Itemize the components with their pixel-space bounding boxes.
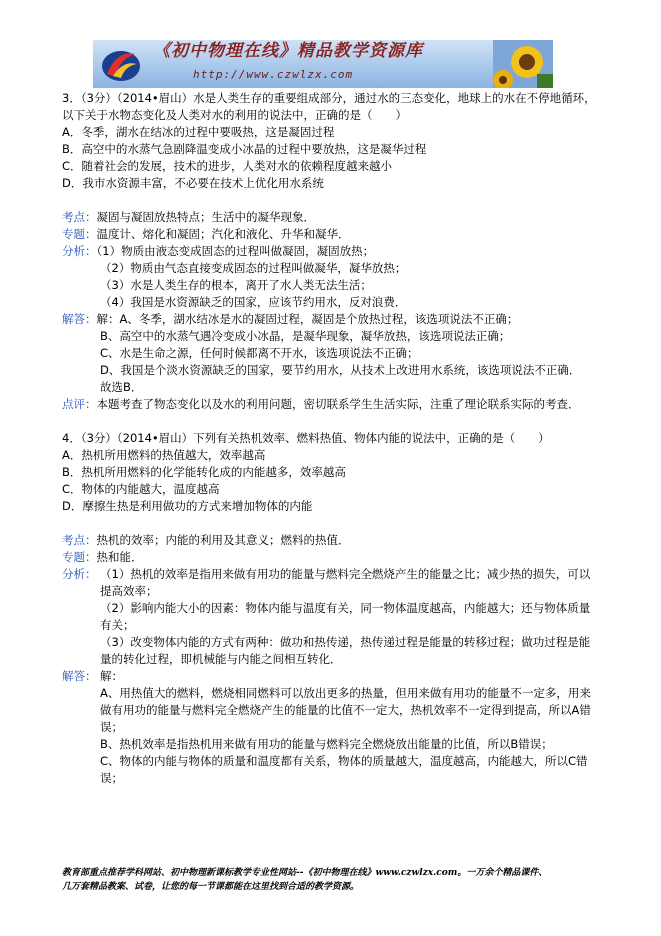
fenxi-label: 分析： (62, 567, 97, 581)
jieda-line: B、高空中的水蒸气遇冷变成小冰晶，是凝华现象，凝华放热，该选项说法正确； (100, 329, 511, 343)
zhuanti-row (62, 226, 597, 243)
sunflower-icon (493, 40, 553, 88)
page-footer (62, 866, 602, 894)
jieda-line: B、热机效率是指热机用来做有用功的能量与燃料完全燃烧放出能量的比值，所以B错误； (100, 737, 553, 751)
footer-line: 几万套精品教案、试卷，让您的每一节课都能在这里找到合适的教学资源。 (62, 882, 360, 892)
kaodian-text: 凝固与凝固放热特点；生活中的凝华现象． (96, 210, 315, 224)
jieda-row (62, 311, 597, 328)
fenxi-label: 分析： (62, 244, 97, 258)
kaodian-row (62, 532, 597, 549)
zhuanti-row (62, 549, 597, 566)
kaodian-label: 考点： (62, 533, 97, 547)
question-stem-cont: 以下关于水物态变化及人类对水的利用的说法中，正确的是（ ） (62, 108, 407, 122)
dianping-text: 本题考查了物态变化以及水的利用问题，密切联系学生生活实际，注重了理论联系实际的考查． (96, 397, 580, 411)
jieda-line: D、我国是个淡水资源缺乏的国家，要节约用水，从技术上改进用水系统，该选项说法不正确． (100, 363, 581, 377)
question-3 (62, 90, 597, 413)
fenxi-row (62, 243, 597, 260)
fenxi-block (62, 566, 597, 668)
jieda-label: 解答： (62, 312, 97, 326)
zhuanti-label: 专题： (62, 550, 97, 564)
document-body (62, 90, 597, 787)
jieda-label: 解答： (62, 669, 97, 683)
option-a: A．冬季，湖水在结冰的过程中要吸热，这是凝固过程 (62, 125, 335, 139)
fenxi-lines (100, 566, 597, 668)
fenxi-line: （1）热机的效率是指用来做有用功的能量与燃料完全燃烧产生的能量之比；减少热的损失，可以提高效率； (100, 567, 591, 598)
site-logo-icon (99, 44, 143, 84)
jieda-line: 解：A、冬季，湖水结冰是水的凝固过程，凝固是个放热过程，该选项说法不正确； (96, 312, 519, 326)
option-b: B．热机所用燃料的化学能转化成的内能越多，效率越高 (62, 465, 346, 479)
question-stem: 4．（3分）（2014•眉山）下列有关热机效率、燃料热值、物体内能的说法中，正确的是（ ） (62, 431, 550, 445)
kaodian-label: 考点： (62, 210, 97, 224)
jieda-lines (100, 668, 597, 787)
dianping-row (62, 396, 597, 413)
kaodian-text: 热机的效率；内能的利用及其意义；燃料的热值． (96, 533, 350, 547)
fenxi-line: （2）物质由气态直接变成固态的过程叫做凝华，凝华放热； (100, 261, 407, 275)
option-a: A．热机所用燃料的热值越大，效率越高 (62, 448, 266, 462)
option-d: D．摩擦生热是利用做功的方式来增加物体的内能 (62, 499, 313, 513)
jieda-block (62, 668, 597, 787)
fenxi-line: （1）物质由液态变成固态的过程叫做凝固，凝固放热； (96, 244, 375, 258)
header-banner (93, 40, 553, 88)
zhuanti-text: 热和能． (96, 550, 143, 564)
dianping-label: 点评： (62, 397, 97, 411)
kaodian-row (62, 209, 597, 226)
footer-line: 教育部重点推荐学科网站、初中物理新课标教学专业性网站--《初中物理在线》www.czwlzx.com。一万余个精品课件、 (62, 868, 548, 878)
question-4 (62, 430, 597, 787)
option-c: C．物体的内能越大，温度越高 (62, 482, 220, 496)
option-b: B．高空中的水蒸气急剧降温变成小冰晶的过程中要放热，这是凝华过程 (62, 142, 427, 156)
fenxi-line: （2）影响内能大小的因素：物体内能与温度有关，同一物体温度越高，内能越大；还与物体质量有关； (100, 601, 591, 632)
banner-url: http://www.czwlzx.com (193, 68, 354, 81)
jieda-line: C、物体的内能与物体的质量和温度都有关系，物体的质量越大，温度越高，内能越大，所以C错误； (100, 754, 588, 785)
fenxi-line: （3）改变物体内能的方式有两种：做功和热传递，热传递过程是能量的转移过程；做功过程是能量的转化过程，即机械能与内能之间相互转化． (100, 635, 591, 666)
jieda-line: A、用热值大的燃料，燃烧相同燃料可以放出更多的热量，但用来做有用功的能量不一定多，用来做有用功的能量与燃料完全燃烧产生的能量的比值不一定大，热机效率不一定得到提高，所以A错误； (100, 686, 591, 734)
fenxi-line: （3）水是人类生存的根本，离开了水人类无法生活； (100, 278, 372, 292)
jieda-line: 解： (100, 669, 123, 683)
zhuanti-label: 专题： (62, 227, 97, 241)
banner-title: 《初中物理在线》精品教学资源库 (153, 41, 423, 61)
option-d: D．我市水资源丰富，不必要在技术上优化用水系统 (62, 176, 324, 190)
option-c: C．随着社会的发展，技术的进步，人类对水的依赖程度越来越小 (62, 159, 393, 173)
question-stem: 3．（3分）（2014•眉山）水是人类生存的重要组成部分，通过水的三态变化，地球上的水在不停地循环， (62, 91, 596, 105)
zhuanti-text: 温度计、熔化和凝固；汽化和液化、升华和凝华． (96, 227, 350, 241)
fenxi-line: （4）我国是水资源缺乏的国家，应该节约用水，反对浪费． (100, 295, 407, 309)
jieda-line: C、水是生命之源，任何时候都离不开水，该选项说法不正确； (100, 346, 419, 360)
jieda-line: 故选B． (100, 380, 143, 394)
